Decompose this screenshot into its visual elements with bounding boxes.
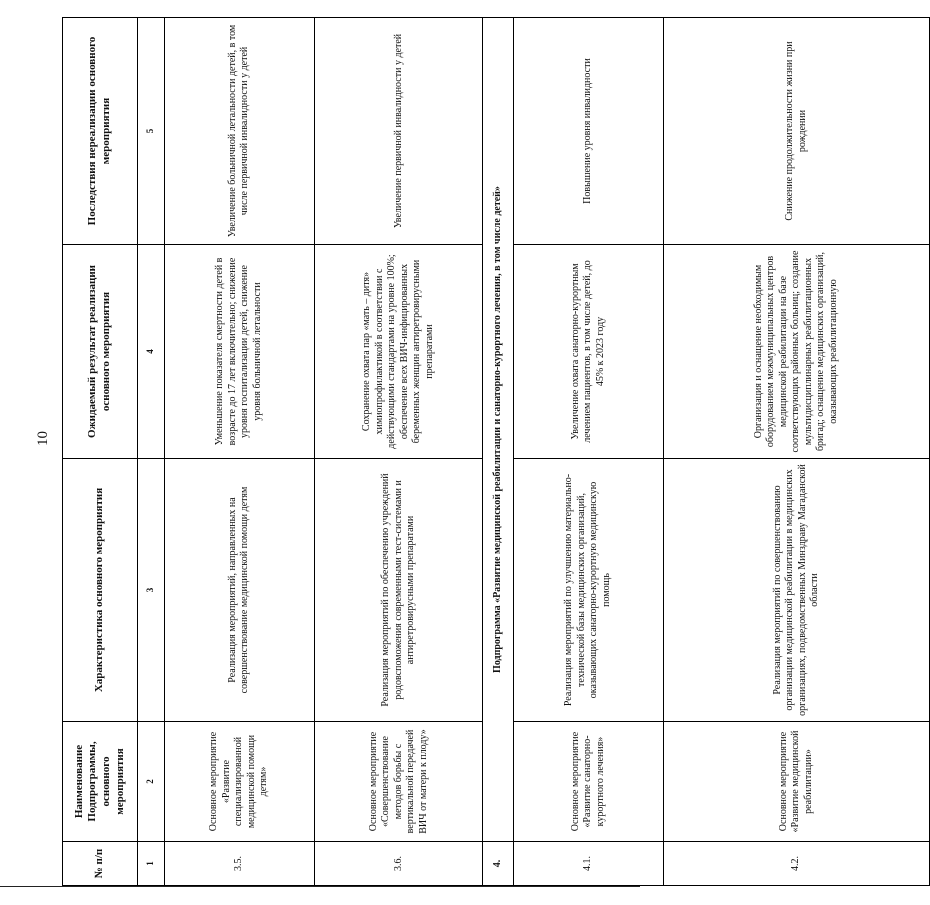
- row-result: Увеличение охвата санаторно-курортным лечением пациентов, в том числе детей, до 45% к 2023 году: [513, 245, 664, 459]
- column-numbers-row: [138, 18, 165, 886]
- measures-table: [62, 17, 930, 886]
- row-consequence: Повышение уровня инвалидности: [513, 18, 664, 245]
- row-name: Основное мероприятие «Совершенствование методов борьбы с вертикальной передачей ВИЧ от матери к плоду»: [315, 722, 483, 842]
- column-number: 3: [138, 459, 165, 722]
- subprogram-number: 4.: [483, 842, 513, 886]
- header-characteristic: Характеристика основного мероприятия: [63, 459, 138, 722]
- column-number: 1: [138, 842, 165, 886]
- row-number: 3.6.: [315, 842, 483, 886]
- row-characteristic: Реализация мероприятий по совершенствованию организации медицинской реабилитации в медицинских организациях, подведомственных Минздраву Магаданской области: [664, 459, 930, 722]
- row-result: Уменьшение показателя смертности детей в возрасте до 17 лет включительно; снижение уровня госпитализации детей, снижение уровня больничной летальности: [164, 245, 315, 459]
- row-name: Основное мероприятие «Развитие медицинской реабилитации»: [664, 722, 930, 842]
- header-num: № п/п: [63, 842, 138, 886]
- subprogram-title: Подпрограмма «Развитие медицинской реабилитации и санаторно-курортного лечения, в том числе детей»: [483, 18, 513, 842]
- footer-rule: [0, 886, 640, 887]
- row-characteristic: Реализация мероприятий, направленных на совершенствование медицинской помощи детям: [164, 459, 315, 722]
- header-row: [63, 18, 138, 886]
- row-number: 3.5.: [164, 842, 315, 886]
- subprogram-row: [483, 18, 513, 886]
- row-characteristic: Реализация мероприятий по обеспечению учреждений родовспоможения современными тест-системами и антиретровирусными препаратами: [315, 459, 483, 722]
- header-result: Ожидаемый результат реализации основного мероприятия: [63, 245, 138, 459]
- row-consequence: Снижение продолжительности жизни при рождении: [664, 18, 930, 245]
- column-number: 5: [138, 18, 165, 245]
- column-number: 4: [138, 245, 165, 459]
- row-consequence: Увеличение больничной летальности детей, в том числе первичной инвалидности у детей: [164, 18, 315, 245]
- page-number: 10: [35, 431, 51, 446]
- row-consequence: Увеличение первичной инвалидности у детей: [315, 18, 483, 245]
- table-row: [513, 18, 664, 886]
- row-characteristic: Реализация мероприятий по улучшению материально-технической базы медицинских организаций, оказывающих санаторно-курортную медицинскую помощь: [513, 459, 664, 722]
- table-row: [315, 18, 483, 886]
- row-name: Основное мероприятие «Развитие специализированной медицинской помощи детям»: [164, 722, 315, 842]
- rotated-table-wrapper: [62, 24, 930, 886]
- header-name: Наименование Подпрограммы, основного мероприятия: [63, 722, 138, 842]
- table-row: [164, 18, 315, 886]
- row-number: 4.1.: [513, 842, 664, 886]
- row-result: Организация и оснащение необходимым оборудованием межмуниципальных центров медицинской реабилитации на базе соответствующих районных больниц; создание мультидисциплинарных реабилитационных бригад; оснащение медицинских организаций, оказывающих реабилитационную: [664, 245, 930, 459]
- table-row: [664, 18, 930, 886]
- row-result: Сохранение охвата пар «мать – дитя» химиопрофилактикой в соответствии с действующими стандартами на уровне 100%; обеспечение всех ВИЧ-инфицированных беременных женщин антиретровирусными препаратами: [315, 245, 483, 459]
- row-name: Основное мероприятие «Развитие санаторно-курортного лечения»: [513, 722, 664, 842]
- row-number: 4.2.: [664, 842, 930, 886]
- column-number: 2: [138, 722, 165, 842]
- header-consequence: Последствия нереализации основного мероприятия: [63, 18, 138, 245]
